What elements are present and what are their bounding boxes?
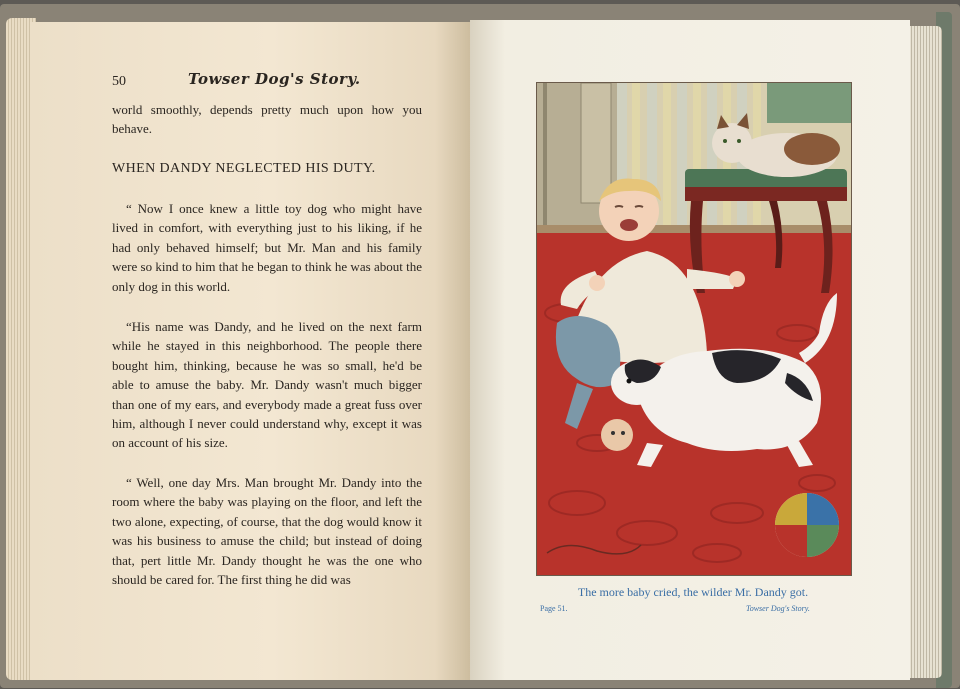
paragraph: “His name was Dandy, and he lived on the next farm while he stayed in this neighborhood. The people there bought him, thinking, because he was so small, he'd be able to amuse the baby. Mr. Dandy wasn't much bigger than one of my ears, and everybody made a great fuss over him, although I never could understand why, except it was on account of his size. — [112, 319, 422, 451]
plate-page-reference: Page 51. — [540, 604, 568, 613]
page-number: 50 — [112, 74, 126, 89]
illustration-caption: The more baby cried, the wilder Mr. Dandy got. — [577, 585, 809, 599]
running-title: Towser Dog's Story. — [188, 70, 361, 88]
paragraph: “ Now I once knew a little toy dog who might have lived in comfort, with everything just to his liking, if he had only behaved himself; but Mr. Man and his family were so kind to him that he began to think he was about the only dog in this world. — [112, 201, 422, 294]
page-header — [112, 70, 422, 96]
right-page-edges — [906, 26, 942, 678]
illustration-plate — [536, 82, 852, 576]
paragraph-continued: world smoothly, depends pretty much upon how you behave. — [112, 102, 422, 137]
chapter-heading: WHEN DANDY NEGLECTED HIS DUTY. — [112, 161, 376, 176]
paragraph: “ Well, one day Mrs. Man brought Mr. Dandy into the room where the baby was playing on the floor, and left the two alone, expecting, of course, that the dog would know it was his business to amuse the child; but instead of doing that, pert little Mr. Dandy thought he was the one who should be cared for. The first thing he did was — [112, 475, 422, 588]
plate-book-title: Towser Dog's Story. — [746, 604, 810, 613]
illustration-baby-dog-cat — [537, 83, 851, 575]
